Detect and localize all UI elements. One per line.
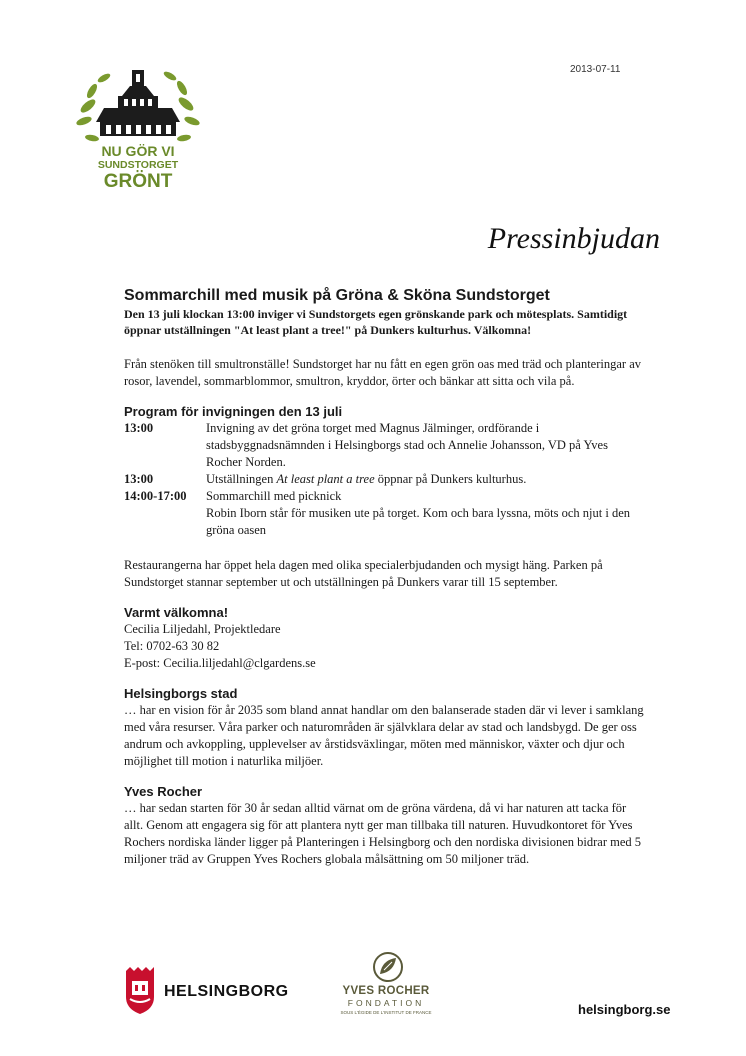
program-time: 13:00 <box>124 421 154 435</box>
logo-line3: GRÖNT <box>103 171 173 192</box>
exhibition-name: At least plant a tree <box>276 472 375 486</box>
contact-email: E-post: Cecilia.liljedahl@clgardens.se <box>124 656 316 670</box>
helsingborg-paragraph: … har en vision för år 2035 som bland annat handlar om den balanserade staden där vi lever i samklang med våra resurser. Våra parker och naturområden är självklara delar av stad och landsbygd. De ger oss andrum och avkoppling, upplevelser av årstidsväxlingar, möten med människor, växter och djur och möjlighet till motion i naturlika miljöer. <box>124 703 644 768</box>
program-row <box>124 471 644 488</box>
nu-gor-vi-sundstorget-gront-logo <box>74 66 202 194</box>
program-text <box>206 488 644 539</box>
logo-line2: SUNDSTORGET <box>97 159 179 171</box>
contact-tel: Tel: 0702-63 30 82 <box>124 639 220 653</box>
program-text-line2: Robin Iborn står för musiken ute på torget. Kom och bara lyssna, möts och njut i den gröna oasen <box>206 506 630 537</box>
helsingborg-shield-icon <box>124 965 156 1015</box>
program-text: Invigning av det gröna torget med Magnus Jälminger, ordförande i stadsbyggnadsnämnden i Helsingborgs stad och Annelie Johansson, VD på Yves Rocher Norden. <box>206 421 608 469</box>
helsingborg-heading: Helsingborgs stad <box>124 686 238 701</box>
lead-paragraph: Den 13 juli klockan 13:00 inviger vi Sundstorgets egen grönskande park och mötesplats. Samtidigt öppnar utställningen "At least plant a tree!" på Dunkers kulturhus. Välkomna! <box>124 307 628 337</box>
yves-rocher-subtitle: SOUS L'ÉGIDE DE L'INSTITUT DE FRANCE <box>340 1010 432 1015</box>
yvesrocher-paragraph: … har sedan starten för 30 år sedan alltid värnat om de gröna värdena, då vi har naturen att tacka för allt. Genom att engagera sig för att plantera nytt ger man tillbaka till naturen. Huvudkontoret för Yves Rochers nordiska länder ligger på Planteringen i Helsingborg och den nordiska divisionen bidrar med 5 miljoner träd av Gruppen Yves Rochers globala målsättning om 50 miljoner träd. <box>124 801 642 866</box>
press-invitation-title: Pressinbjudan <box>487 222 660 255</box>
logo-line1: NU GÖR VI <box>101 143 175 159</box>
intro-paragraph: Från stenöken till smultronställe! Sundstorget har nu fått en egen grön oas med träd och planteringar av rosor, lavendel, sommarblommor, smultron, kryddor, örter och bänkar att sitta och vila på. <box>124 357 641 388</box>
program-text-post: öppnar på Dunkers kulturhus. <box>374 472 527 486</box>
restaurants-paragraph: Restaurangerna har öppet hela dagen med olika specialerbjudanden och mysigt häng. Parken på Sundstorget stannar september ut och utställningen på Dunkers varar till 15 september. <box>124 558 603 589</box>
program-row <box>124 420 644 471</box>
website-url: helsingborg.se <box>578 1002 671 1017</box>
program-time: 13:00 <box>124 472 154 486</box>
program-row <box>124 488 644 539</box>
program-text-pre: Utställningen <box>206 472 277 486</box>
document-body <box>124 286 644 868</box>
program-heading: Program för invigningen den 13 juli <box>124 404 343 419</box>
contact-name: Cecilia Liljedahl, Projektledare <box>124 622 281 636</box>
yves-rocher-fondation: FONDATION <box>347 998 425 1008</box>
program-list <box>124 420 644 539</box>
program-text <box>206 471 644 488</box>
program-text-line1: Sommarchill med picknick <box>206 489 342 503</box>
yves-rocher-wordmark: YVES ROCHER <box>342 985 430 997</box>
document-date: 2013-07-11 <box>570 64 621 75</box>
helsingborg-wordmark: HELSINGBORG <box>164 983 289 1000</box>
program-time: 14:00-17:00 <box>124 489 187 503</box>
yvesrocher-heading: Yves Rocher <box>124 784 203 799</box>
headline: Sommarchill med musik på Gröna & Sköna Sundstorget <box>124 287 550 304</box>
contact-heading: Varmt välkomna! <box>124 605 229 620</box>
